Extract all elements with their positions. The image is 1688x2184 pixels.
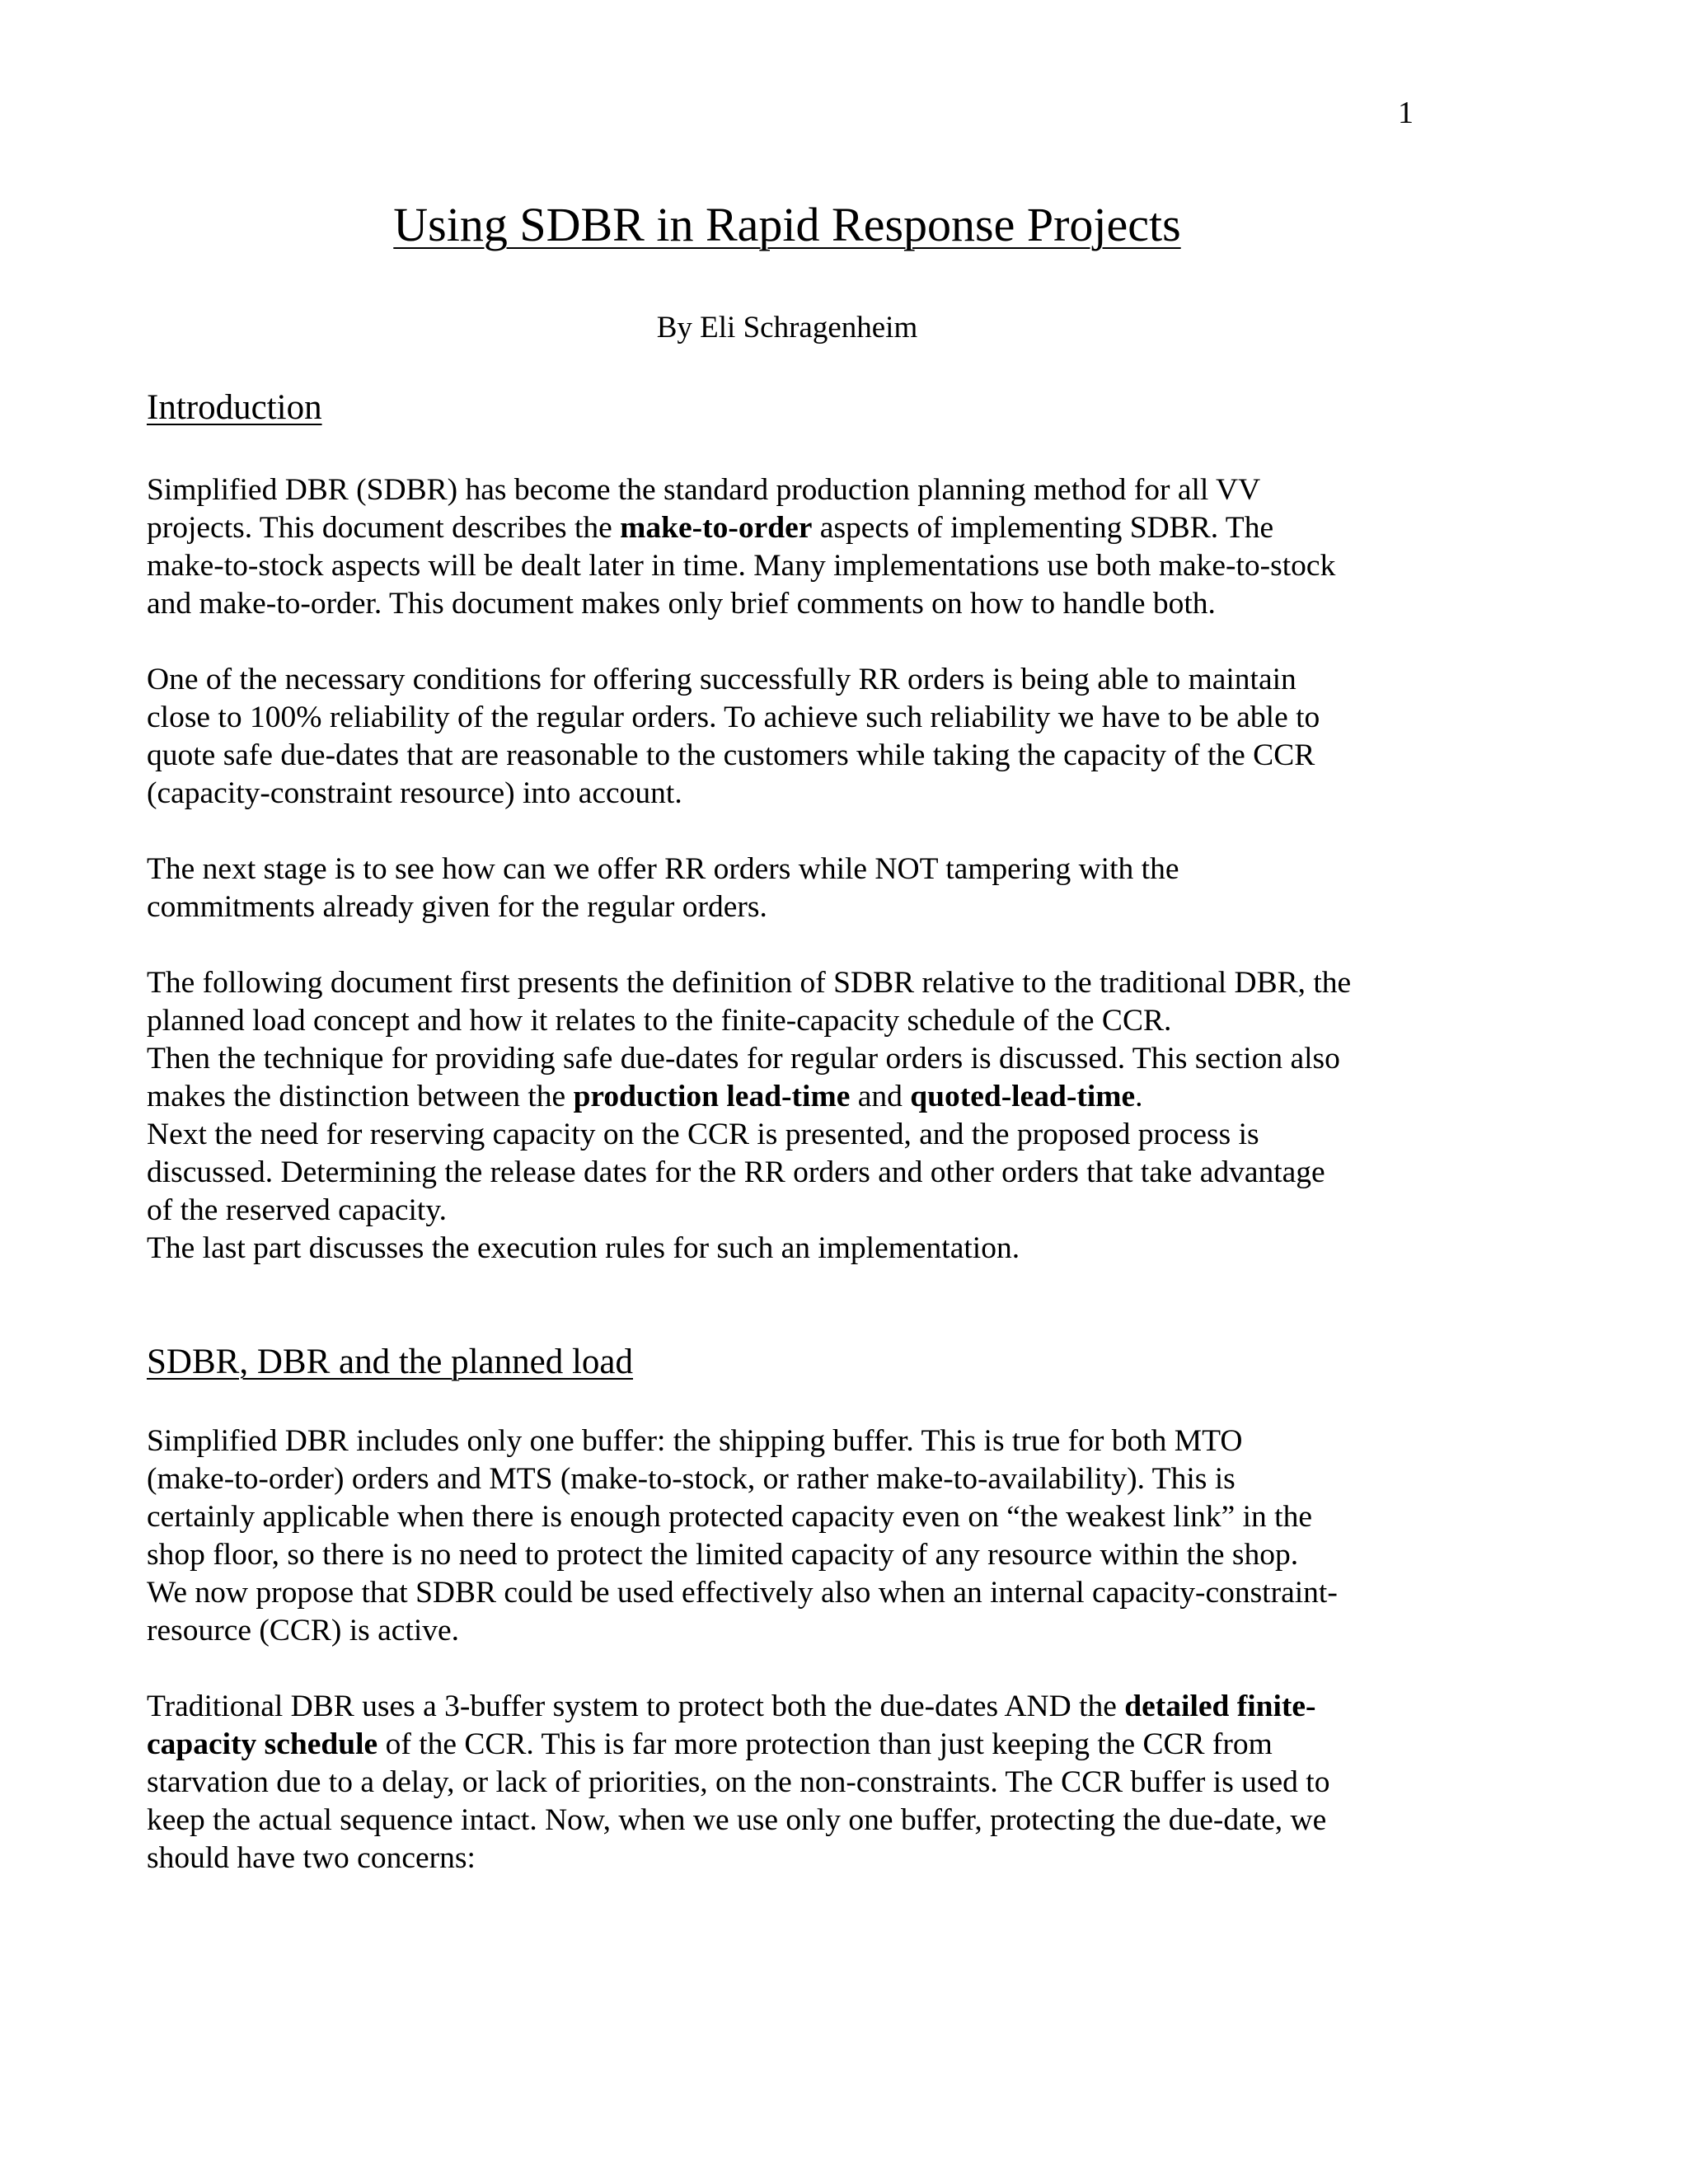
text-line: certainly applicable when there is enough protected capacity even on “the weakest link” in the: [147, 1500, 1312, 1534]
text-line: The next stage is to see how can we offer RR orders while NOT tampering with the: [147, 852, 1179, 886]
text-line: quote safe due-dates that are reasonable to the customers while taking the capacity of the CCR: [147, 738, 1315, 772]
text-line: should have two concerns:: [147, 1841, 476, 1875]
sdbr-paragraph-2: [147, 1688, 1441, 1877]
text-run: of the CCR. This is far more protection than just keeping the CCR from: [377, 1727, 1273, 1761]
emphasis-capacity-schedule: capacity schedule: [147, 1727, 378, 1761]
text-run: makes the distinction between the: [147, 1080, 574, 1113]
text-line: [147, 1078, 1441, 1116]
text-run: .: [1135, 1080, 1143, 1113]
text-line: Simplified DBR includes only one buffer: the shipping buffer. This is true for both MTO: [147, 1424, 1243, 1458]
text-line: close to 100% reliability of the regular orders. To achieve such reliability we have to be able to: [147, 701, 1320, 734]
text-line: resource (CCR) is active.: [147, 1614, 460, 1647]
text-line: keep the actual sequence intact. Now, when we use only one buffer, protecting the due-date, we: [147, 1803, 1327, 1837]
section-heading-sdbr: SDBR, DBR and the planned load: [147, 1343, 634, 1381]
text-line: (make-to-order) orders and MTS (make-to-stock, or rather make-to-availability). This is: [147, 1462, 1236, 1496]
text-line: of the reserved capacity.: [147, 1193, 448, 1227]
text-line: Then the technique for providing safe due-dates for regular orders is discussed. This section also: [147, 1042, 1340, 1076]
text-line: planned load concept and how it relates to the finite-capacity schedule of the CCR.: [147, 1004, 1172, 1038]
document-body: [147, 384, 1441, 1915]
text-line: shop floor, so there is no need to protect the limited capacity of any resource within the shop.: [147, 1538, 1299, 1572]
text-line: (capacity-constraint resource) into account.: [147, 776, 682, 810]
text-line: discussed. Determining the release dates for the RR orders and other orders that take advantage: [147, 1155, 1325, 1189]
author-byline: By Eli Schragenheim: [656, 311, 918, 344]
text-line: One of the necessary conditions for offering successfully RR orders is being able to maintain: [147, 663, 1296, 696]
text-line: Simplified DBR (SDBR) has become the standard production planning method for all VV: [147, 473, 1261, 507]
section-heading-introduction: Introduction: [147, 388, 322, 427]
intro-paragraph-1: [147, 471, 1441, 623]
text-line: and make-to-order. This document makes only brief comments on how to handle both.: [147, 587, 1216, 621]
text-run: and: [850, 1080, 911, 1113]
text-run: aspects of implementing SDBR. The: [812, 511, 1274, 545]
emphasis-detailed-finite: detailed finite-: [1124, 1690, 1316, 1723]
emphasis-quoted-lead-time: quoted-lead-time: [910, 1080, 1136, 1113]
intro-paragraph-2: [147, 661, 1441, 813]
page-number: 1: [1398, 96, 1414, 130]
text-line: [147, 509, 1441, 547]
emphasis-make-to-order: make-to-order: [620, 511, 813, 545]
text-run: projects. This document describes the: [147, 511, 621, 545]
document-title: Using SDBR in Rapid Response Projects: [393, 198, 1181, 251]
intro-paragraph-3: [147, 851, 1441, 926]
intro-paragraph-4: [147, 964, 1441, 1268]
text-run: Traditional DBR uses a 3-buffer system to protect both the due-dates AND the: [147, 1690, 1125, 1723]
text-line: Next the need for reserving capacity on the CCR is presented, and the proposed process is: [147, 1118, 1259, 1151]
text-line: [147, 1688, 1441, 1726]
emphasis-production-lead-time: production lead-time: [573, 1080, 851, 1113]
sdbr-paragraph-1: [147, 1422, 1441, 1650]
text-line: starvation due to a delay, or lack of priorities, on the non-constraints. The CCR buffer is used to: [147, 1765, 1330, 1799]
text-line: commitments already given for the regular orders.: [147, 890, 767, 924]
text-line: [147, 1726, 1441, 1764]
text-line: The last part discusses the execution rules for such an implementation.: [147, 1231, 1020, 1265]
text-line: make-to-stock aspects will be dealt later in time. Many implementations use both make-to-stock: [147, 549, 1336, 583]
text-line: We now propose that SDBR could be used effectively also when an internal capacity-constraint-: [147, 1576, 1338, 1610]
text-line: The following document first presents the definition of SDBR relative to the traditional DBR, the: [147, 966, 1352, 1000]
